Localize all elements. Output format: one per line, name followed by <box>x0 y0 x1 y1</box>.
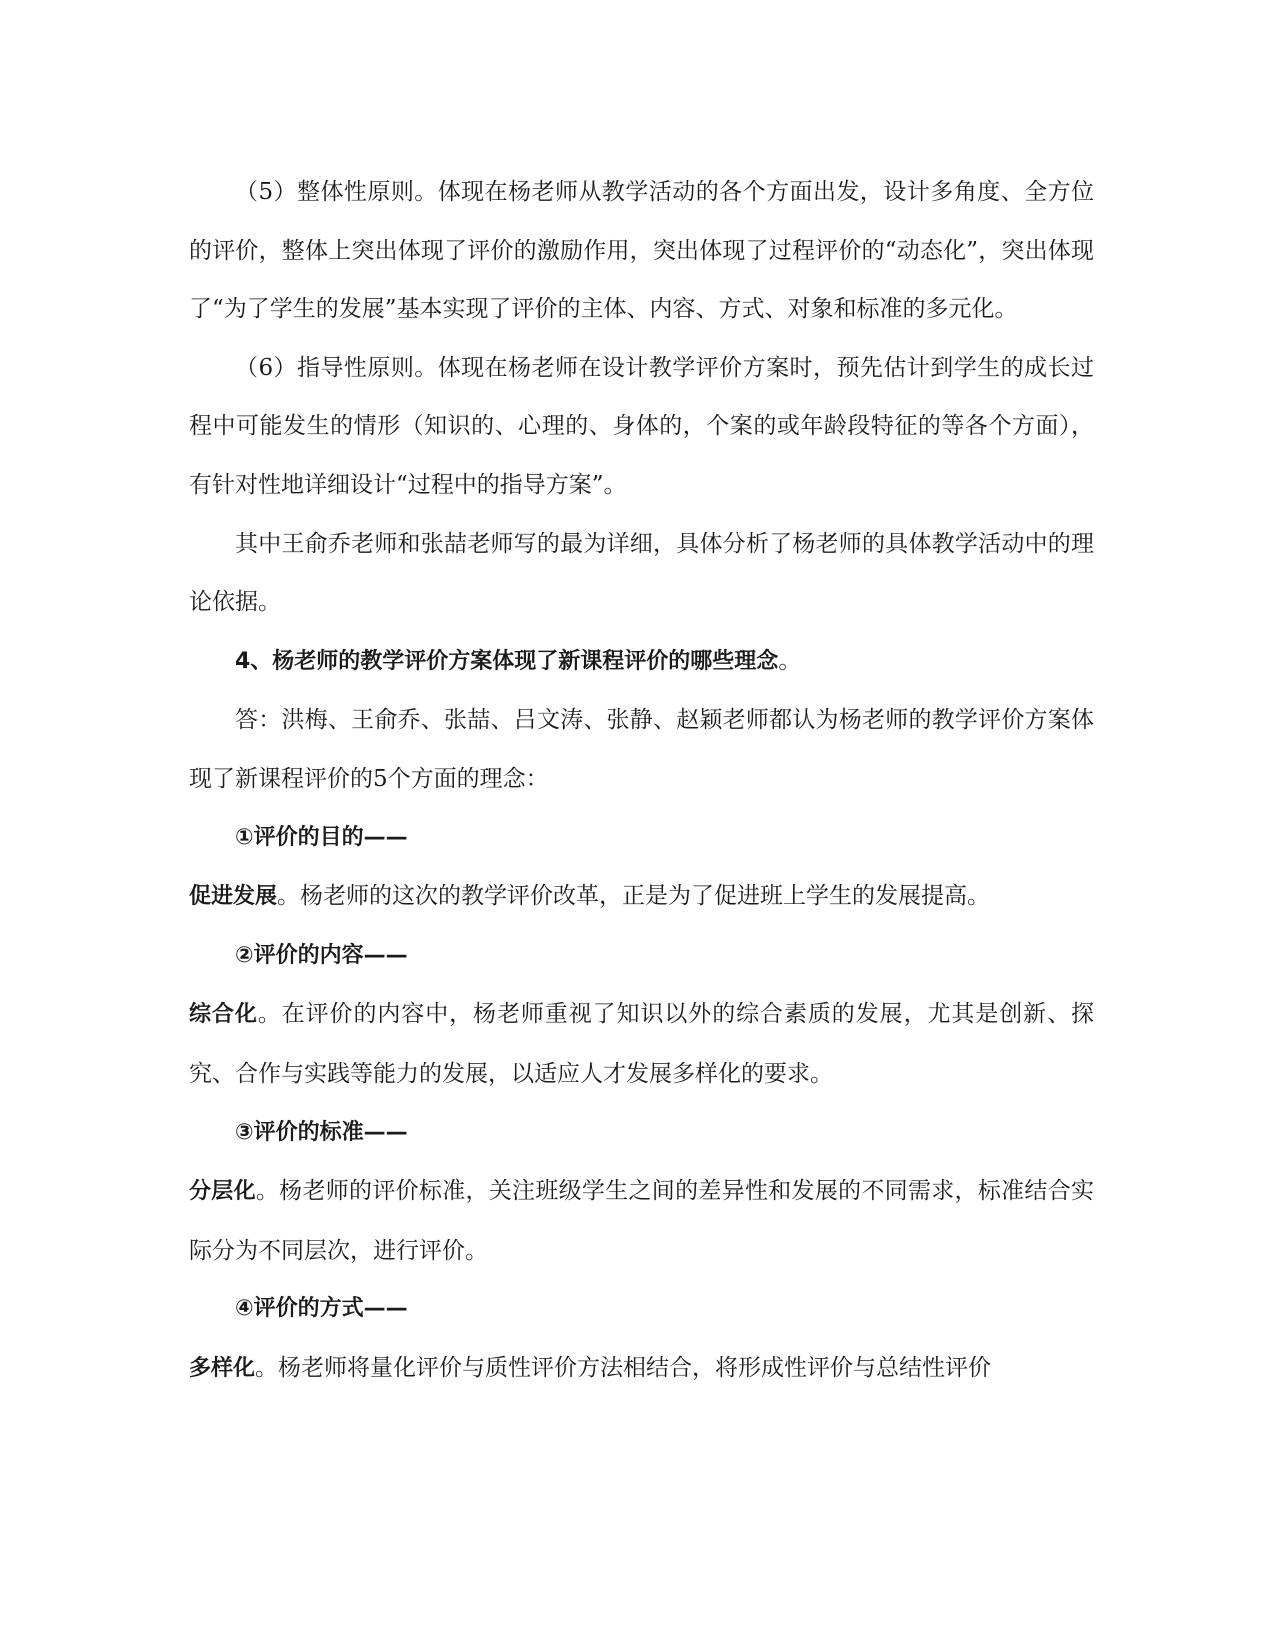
item-3-text: 。杨老师的评价标准，关注班级学生之间的差异性和发展的不同需求，标准结合实际分为不同层次，进行评价。 <box>189 1178 1094 1264</box>
item-1-keyword: 促进发展 <box>189 884 278 910</box>
question-4-heading-period: 。 <box>778 647 802 674</box>
item-2-text: 。在评价的内容中，杨老师重视了知识以外的综合素质的发展，尤其是创新、探究、合作与实践等能力的发展，以适应人才发展多样化的要求。 <box>189 1001 1094 1087</box>
paragraph-principle-6: （6）指导性原则。体现在杨老师在设计教学评价方案时，预先估计到学生的成长过程中可能发生的情形（知识的、心理的、身体的，个案的或年龄段特征的等各个方面），有针对性地详细设计“过程中的指导方案”。 <box>189 354 1094 498</box>
paragraph-summary: 其中王俞乔老师和张喆老师写的最为详细，具体分析了杨老师的具体教学活动中的理论依据。 <box>189 530 1094 616</box>
item-3-keyword: 分层化 <box>189 1179 256 1205</box>
item-4-heading: ④评价的方式—— <box>235 1296 408 1322</box>
item-1-text: 。杨老师的这次的教学评价改革，正是为了促进班上学生的发展提高。 <box>277 883 991 910</box>
item-4-keyword: 多样化 <box>189 1355 256 1381</box>
item-2-body <box>189 985 1094 1103</box>
question-4-heading-text: 4、杨老师的教学评价方案体现了新课程评价的哪些理念 <box>235 648 779 674</box>
question-4-heading <box>189 632 1094 692</box>
item-4-body <box>189 1339 1094 1399</box>
item-1-heading: ①评价的目的—— <box>235 824 408 850</box>
item-3-heading: ③评价的标准—— <box>235 1119 408 1145</box>
item-1-body <box>189 867 1094 927</box>
item-2-keyword: 综合化 <box>189 1002 258 1028</box>
paragraph-principle-5: （5）整体性原则。体现在杨老师从教学活动的各个方面出发，设计多角度、全方位的评价，整体上突出体现了评价的激励作用，突出体现了过程评价的“动态化”，突出体现了“为了学生的发展”基本实现了评价的主体、内容、方式、对象和标准的多元化。 <box>189 179 1094 323</box>
item-4-text: 。杨老师将量化评价与质性评价方法相结合，将形成性评价与总结性评价 <box>255 1354 992 1381</box>
answer-paragraph: 答：洪梅、王俞乔、张喆、吕文涛、张静、赵颖老师都认为杨老师的教学评价方案体现了新课程评价的5个方面的理念： <box>189 707 1094 792</box>
item-2-heading: ②评价的内容—— <box>235 942 408 968</box>
document-body <box>189 163 1094 1398</box>
item-3-body <box>189 1162 1094 1280</box>
